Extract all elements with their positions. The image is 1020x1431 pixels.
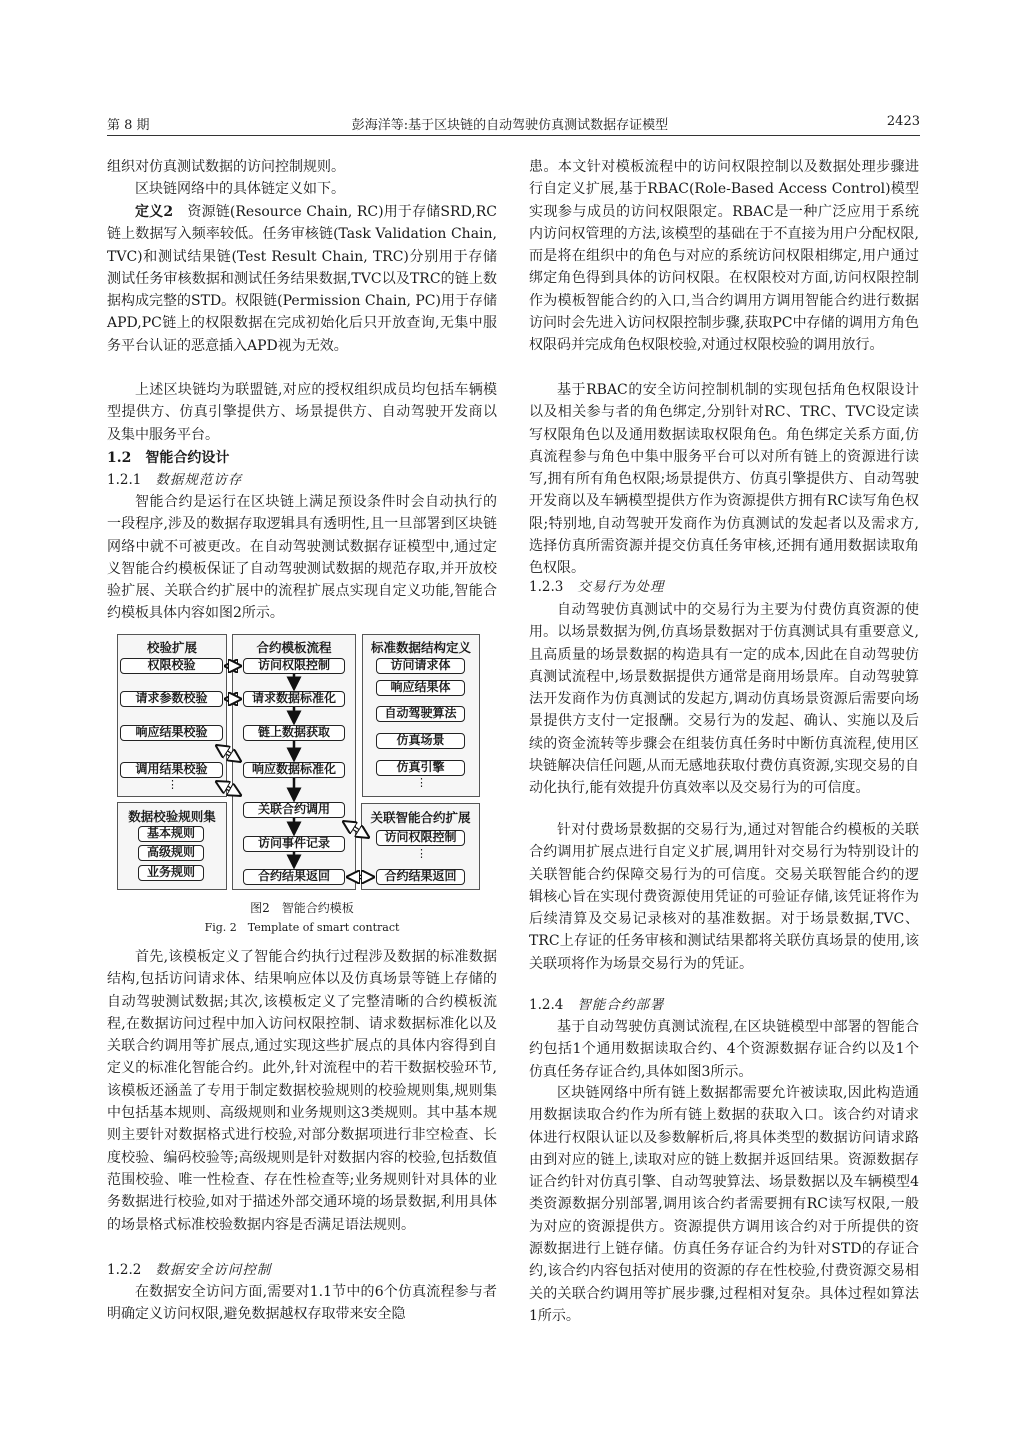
- subsection-heading-1-2-4: [529, 994, 664, 1016]
- section-title: 智能合约设计: [145, 450, 230, 466]
- box-call-result-check: 调用结果校验: [120, 762, 223, 778]
- header-rule: [107, 135, 920, 136]
- box-business-rules: 业务规则: [138, 865, 204, 881]
- box-assoc-access-control: 访问权限控制: [376, 830, 465, 846]
- box-contract-result-return: 合约结果返回: [243, 869, 345, 885]
- box-sim-engine: 仿真引擎: [376, 760, 465, 776]
- paragraph: 区块链网络中所有链上数据都需要允许被读取,因此构造通用数据读取合约作为所有链上数据的获取入口。该合约对请求体进行权限认证以及参数解析后,将具体类型的数据访问请求路由到对应的链上,读取对应的链上数据并返回结果。资源数据存证合约针对仿真引擎、自动驾驶算法、场景数据以及车辆模型4类资源数据分别部署,调用该合约者需要拥有RC读写权限,一般为对应的资源提供方。资源提供方调用该合约对于所提供的资源数据进行上链存储。仿真任务存证合约为针对STD的存证合约,该合约内容包括对使用的资源的存在性校验,付费资源交易相关的关联合约调用等扩展步骤,过程相对复杂。具体过程如算法1所示。: [529, 1085, 919, 1324]
- paragraph: 首先,该模板定义了智能合约执行过程涉及数据的标准数据结构,包括访问请求体、结果响应体以及仿真场景等链上存储的自动驾驶测试数据;其次,该模板定义了完整清晰的合约模板流程,在数据访问过程中加入访问权限控制、请求数据标准化以及关联合约调用等扩展点,通过实现这些扩展点的具体内容得到自定义的标准化智能合约。此外,针对流程中的若干数据校验环节,该模板还涵盖了专用于制定数据校验规则的校验规则集,规则集中包括基本规则、高级规则和业务规则这3类规则。其中基本规则主要针对数据格式进行校验,对部分数据项进行非空检查、长度校验、编码校验等;高级规则是针对数据内容的校验,包括数值范围校验、唯一性检查、存在性检查等;业务规则针对具体的业务数据进行校验,如对于描述外部交通环境的场景数据,利用具体的场景格式标准校验数据内容是否满足语法规则。: [107, 949, 497, 1233]
- paragraph: 在数据安全访问方面,需要对1.1节中的6个仿真流程参与者明确定义访问权限,避免数据越权存取带来安全隐: [107, 1284, 497, 1323]
- box-basic-rules: 基本规则: [138, 826, 204, 842]
- double-arrow: [217, 782, 240, 795]
- box-request-normalize: 请求数据标准化: [243, 691, 345, 707]
- paragraph: 组织对仿真测试数据的访问控制规则。: [107, 159, 345, 175]
- panel-title: 标准数据结构定义: [370, 640, 471, 655]
- paragraph: 智能合约是运行在区块链上满足预设条件时会自动执行的一段程序,涉及的数据存取逻辑具有透明性,且一旦部署到区块链网络中就不可被更改。在自动驾驶测试数据存证模型中,通过定义智能合约模板保证了自动驾驶测试数据的规范存取,并开放校验扩展、关联合约扩展中的流程扩展点实现自定义功能,智能合约模板具体内容如图2所示。: [107, 494, 497, 622]
- panel-title: 数据校验规则集: [128, 809, 216, 824]
- box-sim-scenario: 仿真场景: [376, 733, 465, 749]
- section-number: 1.2.1: [107, 472, 142, 488]
- box-response-result-body: 响应结果体: [376, 680, 465, 696]
- box-assoc-result-return: 合约结果返回: [376, 869, 465, 885]
- paragraph: 自动驾驶仿真测试中的交易行为主要为付费仿真资源的使用。以场景数据为例,仿真场景数据对于仿真测试具有重要意义,且高质量的场景数据的构造具有一定的成本,因此在自动驾驶仿真测试流程中,场景数据提供方通常是商用场景库。自动驾驶算法开发商作为仿真测试的发起方,调动仿真场景资源后需要向场景提供方支付一定报酬。交易行为的发起、确认、实施以及后续的资金流转等步骤会在组装仿真任务时中断仿真流程,使用区块链解决信任问题,从而无感地获取付费仿真资源,实现交易的自动化执行,能有效提升仿真效率以及交易行为的可信度。: [529, 602, 919, 797]
- paragraph: 区块链网络中的具体链定义如下。: [135, 181, 345, 197]
- panel-title: 校验扩展: [146, 640, 197, 655]
- issue-number: 第 8 期: [107, 118, 150, 133]
- ellipsis: ⋮: [416, 776, 427, 789]
- double-arrow: [344, 822, 368, 837]
- section-number: 1.2: [107, 450, 132, 466]
- box-response-normalize: 响应数据标准化: [243, 762, 345, 778]
- section-title: 数据规范访存: [155, 472, 243, 488]
- box-access-event-log: 访问事件记录: [243, 836, 345, 852]
- double-arrow: [217, 746, 240, 761]
- box-permission-check: 权限校验: [120, 658, 223, 674]
- box-associated-call: 关联合约调用: [243, 802, 345, 818]
- box-access-control: 访问权限控制: [243, 658, 345, 674]
- box-advanced-rules: 高级规则: [138, 845, 204, 861]
- box-ad-algorithm: 自动驾驶算法: [376, 706, 465, 722]
- box-request-param-check: 请求参数校验: [120, 691, 223, 707]
- figure-smart-contract-template: [110, 630, 490, 895]
- ellipsis: ⋮: [167, 778, 178, 791]
- definition-paragraph: [107, 201, 497, 357]
- paragraph: 上述区块链均为联盟链,对应的授权组织成员均包括车辆模型提供方、仿真引擎提供方、场景提供方、自动驾驶开发商以及集中服务平台。: [107, 382, 497, 443]
- page-number: 2423: [886, 114, 920, 129]
- ellipsis: ⋮: [416, 847, 427, 860]
- section-heading-1-2: [107, 447, 229, 469]
- panel-title: 关联智能合约扩展: [370, 810, 471, 825]
- section-title: 智能合约部署: [577, 997, 665, 1013]
- figure-arrows: [110, 630, 490, 895]
- section-number: 1.2.4: [529, 997, 564, 1013]
- figure-caption-en: Fig. 2 Template of smart contract: [204, 921, 400, 934]
- box-onchain-fetch: 链上数据获取: [243, 725, 345, 741]
- double-arrows: [217, 666, 373, 877]
- figure-caption-cn: 图2 智能合约模板: [250, 901, 354, 915]
- section-number: 1.2.3: [529, 579, 564, 595]
- box-access-request-body: 访问请求体: [376, 658, 465, 674]
- definition-text: 资源链(Resource Chain, RC)用于存储SRD,RC链上数据写入频率较低。任务审核链(Task Validation Chain, TVC)和测试结果链(Test Result Chain, TRC)分别用于存储测试任务审核数据和测试任务结果数据,TVC以及TRC的链上数据构成完整的STD。权限链(Permission Chain, PC)用于存储APD,PC链上的权限数据在完成初始化后只开放查询,无集中服务平台认证的恶意插入APD视为无效。: [107, 204, 497, 354]
- section-title: 交易行为处理: [577, 579, 665, 595]
- subsection-heading-1-2-1: [107, 469, 242, 491]
- paragraph: 针对付费场景数据的交易行为,通过对智能合约模板的关联合约调用扩展点进行自定义扩展,调用针对交易行为特别设计的关联智能合约保障交易行为的可信度。交易关联智能合约的逻辑核心旨在实现付费资源使用凭证的可验证存储,该凭证将作为后续清算及交易记录核对的基准数据。对于场景数据,TVC、TRC上存证的任务审核和测试结果都将关联仿真场景的使用,该关联项将作为场景交易行为的凭证。: [529, 822, 919, 972]
- section-number: 1.2.2: [107, 1262, 142, 1278]
- paragraph: 患。本文针对模板流程中的访问权限控制以及数据处理步骤进行自定义扩展,基于RBAC(Role-Based Access Control)模型实现参与成员的访问权限限定。RBAC是一种广泛应用于系统内访问权管理的方法,该模型的基础在于不直接为用户分配权限,而是将在组织中的角色与对应的系统访问权限相绑定,用户通过绑定角色得到具体的访问权限。在权限校对方面,访问权限控制作为模板智能合约的入口,当合约调用方调用智能合约进行数据访问时会先进入访问权限控制步骤,获取PC中存储的调用方角色权限码并完成角色权限校验,对通过权限校验的调用放行。: [529, 159, 919, 354]
- paragraph: 基于自动驾驶仿真测试流程,在区块链模型中部署的智能合约包括1个通用数据读取合约、4个资源数据存证合约以及1个仿真任务存证合约,具体如图3所示。: [529, 1019, 919, 1080]
- definition-label: 定义2: [135, 204, 174, 220]
- box-response-check: 响应结果校验: [120, 725, 223, 741]
- panel-title: 合约模板流程: [256, 640, 332, 655]
- section-title: 数据安全访问控制: [155, 1262, 272, 1278]
- subsection-heading-1-2-3: [529, 576, 664, 598]
- paragraph: 基于RBAC的安全访问控制机制的实现包括角色权限设计以及相关参与者的角色绑定,分别针对RC、TRC、TVC设定读写权限角色以及通用数据读取权限角色。角色绑定关系方面,仿真流程参与角色中集中服务平台可以对所有链上的资源进行读写,拥有所有角色权限;场景提供方、仿真引擎提供方、自动驾驶开发商以及车辆模型提供方作为资源提供方拥有RC读写角色权限;特别地,自动驾驶开发商作为仿真测试的发起者以及需求方,选择仿真所需资源并提交仿真任务审核,还拥有通用数据读取角色权限。: [529, 382, 919, 577]
- subsection-heading-1-2-2: [107, 1259, 271, 1281]
- running-title: 彭海洋等:基于区块链的自动驾驶仿真测试数据存证模型: [351, 118, 669, 133]
